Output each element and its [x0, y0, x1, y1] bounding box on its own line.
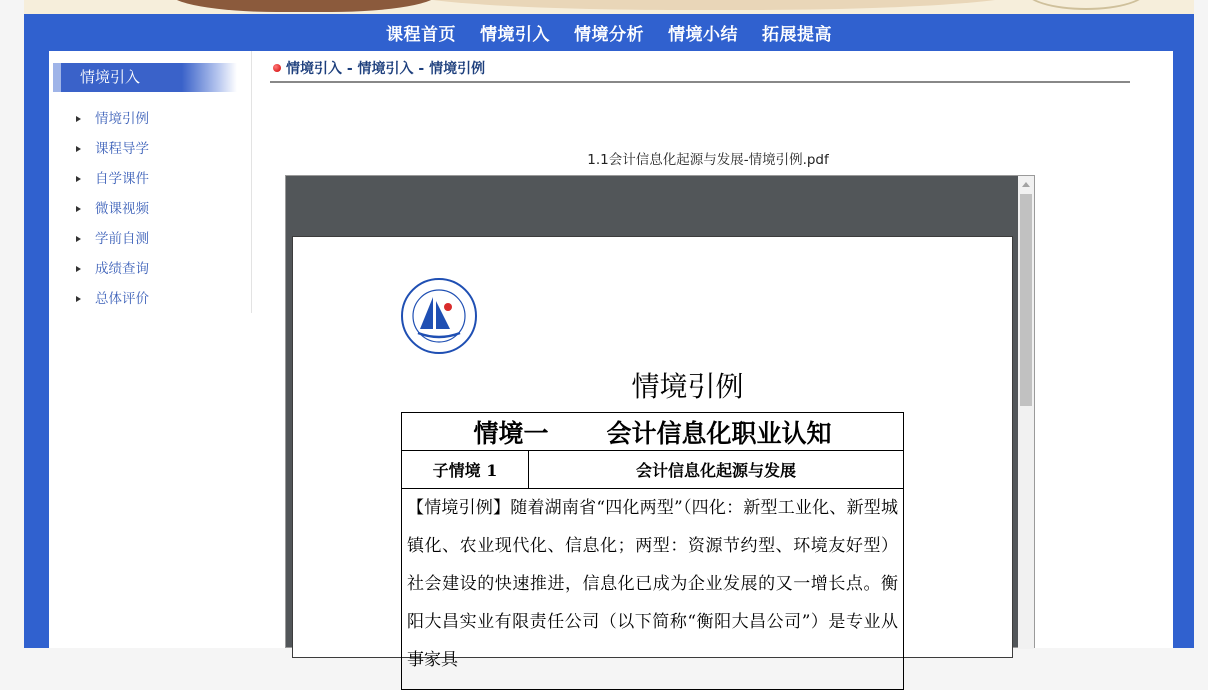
sidebar-item-label: 课程导学 — [95, 141, 149, 157]
sidebar-item-label: 自学课件 — [95, 171, 149, 187]
sub-scenario-label: 子情境 1 — [402, 451, 529, 489]
sidebar-item-label: 微课视频 — [95, 201, 149, 217]
breadcrumb — [270, 59, 1130, 83]
nav-analysis[interactable]: 情境分析 — [574, 24, 644, 45]
triangle-bullet-icon — [76, 176, 81, 182]
top-nav — [24, 14, 1194, 50]
scenario-title: 会计信息化职业认知 — [606, 418, 832, 448]
sub-scenario-title: 会计信息化起源与发展 — [529, 451, 904, 489]
main-content — [49, 51, 1173, 670]
breadcrumb-text: 情境引入 - 情境引入 - 情境引例 — [286, 61, 486, 77]
nav-intro[interactable]: 情境引入 — [480, 24, 550, 45]
sidebar-item-case[interactable] — [49, 107, 149, 137]
triangle-bullet-icon — [76, 146, 81, 152]
scrollbar-thumb[interactable] — [1020, 194, 1032, 406]
sidebar-item-grades[interactable] — [49, 257, 149, 287]
page-frame — [24, 0, 1194, 670]
sidebar-header: 情境引入 — [53, 63, 237, 92]
pdf-page — [292, 236, 1013, 670]
sidebar-item-slides[interactable] — [49, 167, 149, 197]
scenario-table — [401, 412, 904, 690]
nav-extension[interactable]: 拓展提高 — [762, 24, 832, 45]
scroll-up-arrow-icon[interactable] — [1022, 182, 1030, 187]
nav-summary[interactable]: 情境小结 — [668, 24, 738, 45]
sidebar-item-label: 成绩查询 — [95, 261, 149, 277]
triangle-bullet-icon — [76, 116, 81, 122]
pdf-filename: 1.1会计信息化起源与发展-情境引例.pdf — [587, 152, 829, 168]
sidebar-item-label: 学前自测 — [95, 231, 149, 247]
triangle-bullet-icon — [76, 206, 81, 212]
triangle-bullet-icon — [76, 296, 81, 302]
red-dot-icon — [273, 64, 281, 72]
triangle-bullet-icon — [76, 236, 81, 242]
pdf-viewer[interactable] — [285, 175, 1035, 670]
nav-home[interactable]: 课程首页 — [386, 24, 456, 45]
sidebar-item-label: 总体评价 — [95, 291, 149, 307]
document-title: 情境引例 — [631, 370, 744, 403]
scenario-label: 情境一 — [473, 418, 549, 448]
scenario-heading — [402, 413, 904, 451]
sidebar-item-pretest[interactable] — [49, 227, 149, 257]
sidebar-item-label: 情境引例 — [95, 111, 149, 127]
pdf-scrollbar[interactable] — [1018, 176, 1034, 649]
scenario-body-text: 【情境引例】随着湖南省“四化两型”（四化：新型工业化、新型城镇化、农业现代化、信息化；两型：资源节约型、环境友好型）社会建设的快速推进，信息化已成为企业发展的又一增长点。衡阳大昌实业有限责任公司（以下简称“衡阳大昌公司”）是专业从事家具 — [402, 489, 904, 690]
sidebar — [49, 51, 252, 313]
sidebar-item-evaluation[interactable] — [49, 287, 149, 317]
college-logo — [400, 277, 478, 355]
sidebar-item-video[interactable] — [49, 197, 149, 227]
header-banner — [24, 0, 1194, 14]
sidebar-item-guide[interactable] — [49, 137, 149, 167]
triangle-bullet-icon — [76, 266, 81, 272]
sidebar-menu — [49, 107, 149, 317]
